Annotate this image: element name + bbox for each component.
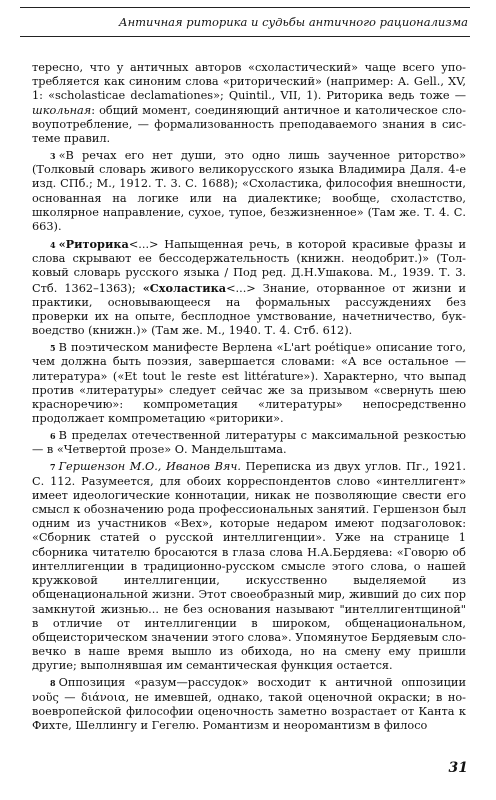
footnote-paragraph [32,341,466,426]
footnote-text: «В речах его нет души, это одно лишь заученное риторство» (Толковый словарь живого великорусского языка Владимира Даля. 4-е изд. СПб.; М., 1912. Т. 3. С. 1688); «Схоластика, философия внешности, основанная на логике или на диалектике; вообще, схоластство, школярное направление, сухое, тупое, безжизненное» (Там же. Т. 4. С. 663). [32,149,466,234]
footnote-paragraph [32,149,466,234]
running-title: Античная риторика и судьбы античного рационализма [118,15,468,29]
footnotes-block [32,61,466,736]
footnote-text: тересно, что у античных авторов «схоластический» чаще всего употребляется как синоним слова «риторический» (например: A. Gell., XV, 1: «scholasticae declamationes»; Quintil., VII, 1). Риторика ведь тоже — [32,61,466,103]
footnote-text: <...> Напыщенная речь, в которой красивые фразы и слова скрывают ее бессодержательность (книжн. неодобрит.)» (Толковый словарь русского языка / Под ред. Д.Н.Ушакова. М., 1939. Т. 3. Стб. 1362–1363); [32,238,466,295]
footnote-text: В поэтическом манифесте Верлена «L'art poétique» описание того, чем должна быть поэзия, завершается словами: «А все остальное — литература» («Et tout le reste est littérature»). Характерно, что выпад против «литературы» следует сейчас же за призывом «свернуть шею красноречию»: компрометация «литературы» непосредственно продолжает компрометацию «риторики». [32,341,466,426]
footnote-number: 6 [50,431,56,442]
footnote-text: <...> Знание, оторванное от жизни и практики, основывающееся на формальных рассуждениях без проверки их на опыте, бесплодное умствование, начетничество, буквоедство (книжн.)» (Там же. М., 1940. Т. 4. Стб. 612). [32,281,466,338]
footnote-paragraph [32,460,466,673]
running-header [20,7,470,37]
footnote-text: Оппозиция «разум—рассудок» восходит к античной оппозиции νοῦς — διάνοια, не имевшей, однако, такой оценочной окраски; в новоевропейской философии оценочность заметно возрастает от Канта к Фихте, Шеллингу и Гегелю. Романтизм и неоромантизм в филосо [32,676,466,732]
footnote-number: 3 [50,151,56,162]
footnote-paragraph [32,676,466,733]
footnote-text: «Риторика [58,237,129,252]
footnote-text: : общий момент, соединяющий античное и католическое словоупотребление, — формализованность преподаваемого знания в системе правил. [32,103,466,146]
footnote-number: 5 [50,343,56,354]
footnote-paragraph [32,61,466,146]
footnote-paragraph [32,429,466,457]
footnote-number: 7 [50,462,56,473]
footnote-text: Переписка из двух углов. Пг., 1921. С. 112. Разумеется, для обоих корреспондентов слово «интеллигент» имеет идеологические коннотации, никак не позволяющие свести его смысл к обозначению рода профессиональных занятий. Гершензон был одним из участников «Вех», которые недаром имеют подзаголовок: «Сборник статей о русской интеллигенции». Уже на странице 1 сборника читателю бросаются в глаза слова Н.А.Бердяева: «Говорю об интеллигенции в традиционно-русском смысле этого слова, о нашей кружковой интеллигенции, искусственно выделяемой из общенациональной жизни. Этот своеобразный мир, живший до сих пор замкнутой жизнью... не без основания называют "интеллигентщиной" в отличие от интеллигенции в широком, общенациональном, общеисторическом значении этого слова». Упомянутое Бердяевым словечко в наше время вышло из обихода, но на смену ему пришли другие; выполнявшая им семантическая функция остается. [32,460,466,673]
footnote-text: Гершензон М.О., Иванов Вяч. [58,460,241,474]
footnote-number: 8 [50,678,56,689]
footnote-text: школьная [32,103,92,117]
footnote-text: В пределах отечественной литературы с максимальной резкостью — в «Четвертой прозе» О. Мандельштама. [32,429,466,457]
page-number: 31 [448,760,468,776]
footnote-number: 4 [50,240,56,251]
footnote-paragraph [32,237,466,338]
footnote-text: «Схоластика [142,280,227,295]
